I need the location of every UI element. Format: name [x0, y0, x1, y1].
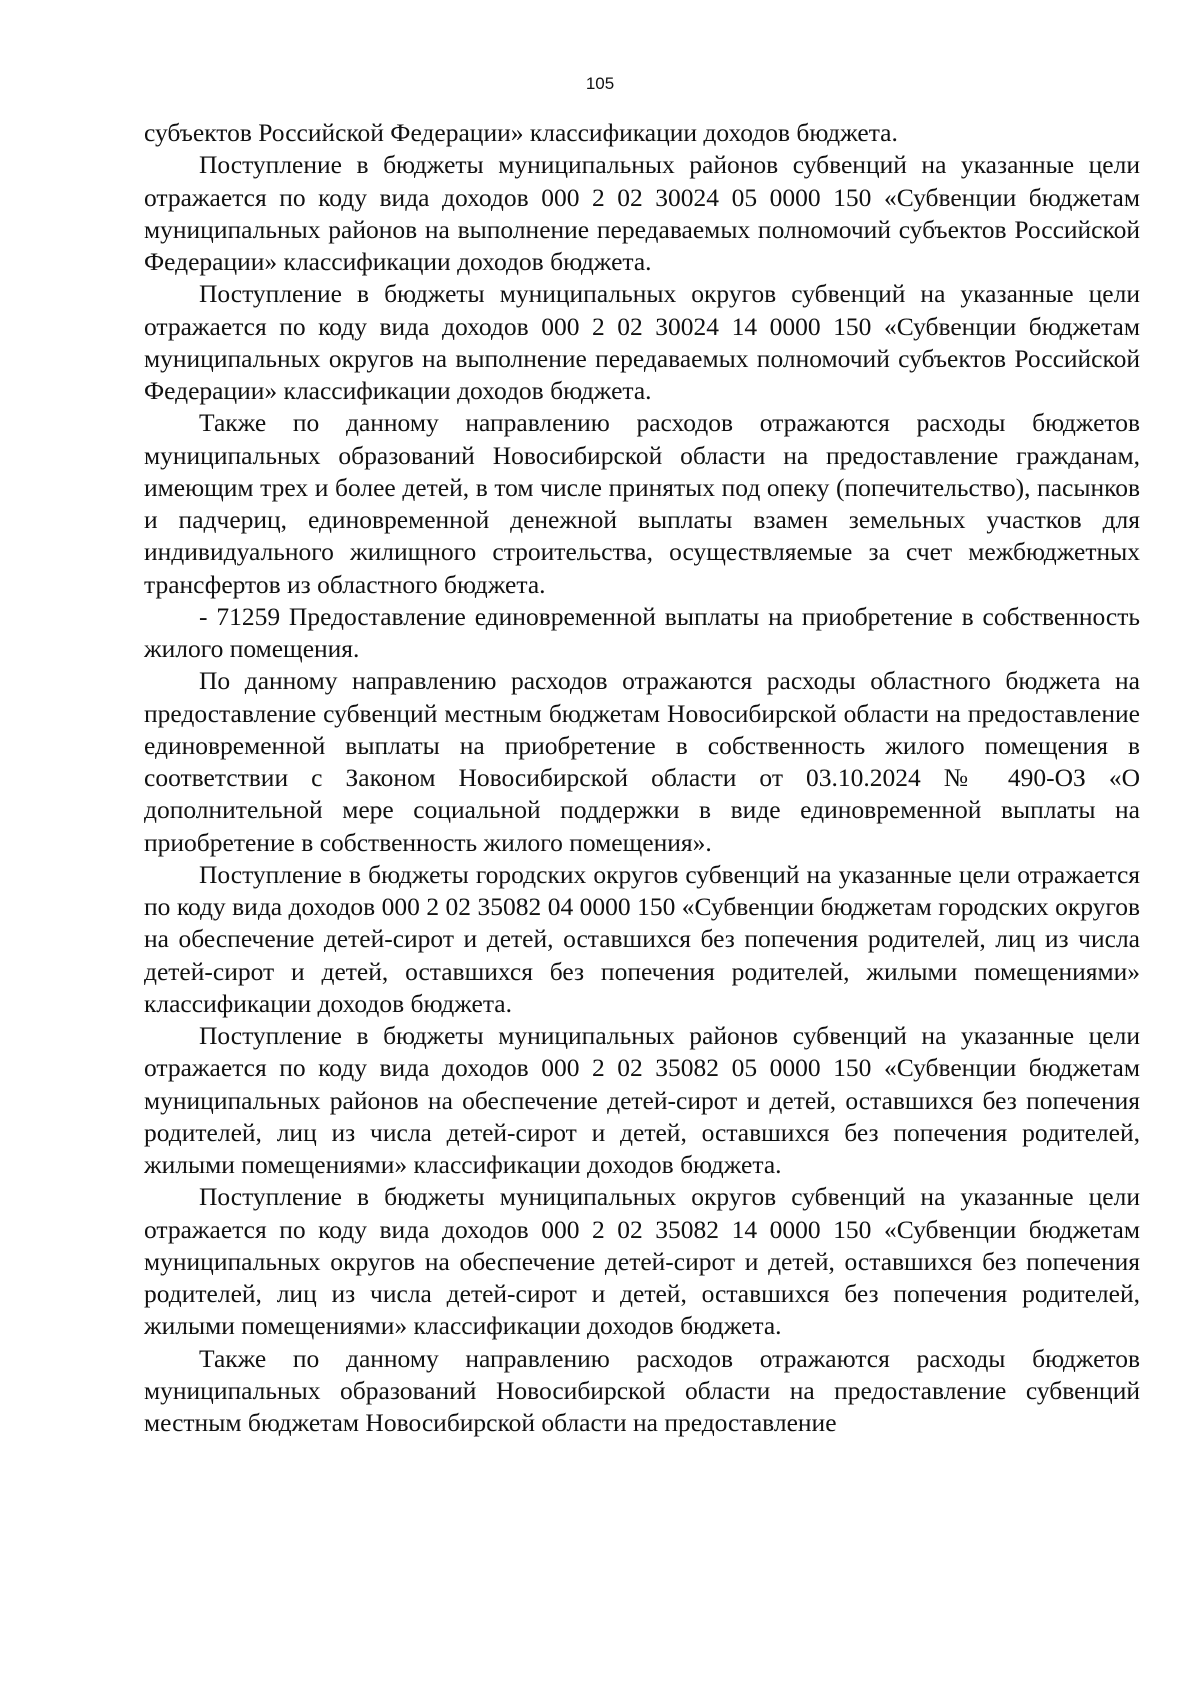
paragraph: Поступление в бюджеты городских округов субвенций на указанные цели отражается по коду вида доходов 000 2 02 35082 04 0000 150 «Субвенции бюджетам городских округов на обеспечение детей-сирот и детей, оставшихся без попечения родителей, лиц из числа детей-сирот и детей, оставшихся без попечения родителей, жилыми помещениями» классификации доходов бюджета. [144, 859, 1140, 1018]
paragraph: Также по данному направлению расходов отражаются расходы бюджетов муниципальных образований Новосибирской области на предоставление субвенций местным бюджетам Новосибирской области на предоставление [144, 1343, 1140, 1437]
paragraph: Также по данному направлению расходов отражаются расходы бюджетов муниципальных образований Новосибирской области на предоставление гражданам, имеющим трех и более детей, в том числе принятых под опеку (попечительство), пасынков и падчериц, единовременной денежной выплаты взамен земельных участков для индивидуального жилищного строительства, осуществляемые за счет межбюджетных трансфертов из областного бюджета. [144, 408, 1140, 599]
page-number: 105 [585, 74, 615, 93]
paragraph: субъектов Российской Федерации» классификации доходов бюджета. [144, 118, 898, 147]
paragraph: По данному направлению расходов отражаются расходы областного бюджета на предоставление субвенций местным бюджетам Новосибирской области на предоставление единовременной выплаты на приобретение в собственность жилого помещения в соответствии с Законом Новосибирской области от 03.10.2024 № 490-ОЗ «О дополнительной мере социальной поддержки в виде единовременной выплаты на приобретение в собственность жилого помещения». [144, 666, 1140, 857]
paragraph: Поступление в бюджеты муниципальных округов субвенций на указанные цели отражается по коду вида доходов 000 2 02 30024 14 0000 150 «Субвенции бюджетам муниципальных округов на выполнение передаваемых полномочий субъектов Российской Федерации» классификации доходов бюджета. [144, 279, 1140, 405]
paragraph: Поступление в бюджеты муниципальных районов субвенций на указанные цели отражается по коду вида доходов 000 2 02 30024 05 0000 150 «Субвенции бюджетам муниципальных районов на выполнение передаваемых полномочий субъектов Российской Федерации» классификации доходов бюджета. [144, 150, 1140, 276]
paragraph: - 71259 Предоставление единовременной выплаты на приобретение в собственность жилого помещения. [144, 601, 1140, 663]
paragraph: Поступление в бюджеты муниципальных округов субвенций на указанные цели отражается по коду вида доходов 000 2 02 35082 14 0000 150 «Субвенции бюджетам муниципальных округов на обеспечение детей-сирот и детей, оставшихся без попечения родителей, лиц из числа детей-сирот и детей, оставшихся без попечения родителей, жилыми помещениями» классификации доходов бюджета. [144, 1182, 1140, 1341]
document-body [144, 117, 1140, 1439]
paragraph: Поступление в бюджеты муниципальных районов субвенций на указанные цели отражается по коду вида доходов 000 2 02 35082 05 0000 150 «Субвенции бюджетам муниципальных районов на обеспечение детей-сирот и детей, оставшихся без попечения родителей, лиц из числа детей-сирот и детей, оставшихся без попечения родителей, жилыми помещениями» классификации доходов бюджета. [144, 1021, 1140, 1179]
